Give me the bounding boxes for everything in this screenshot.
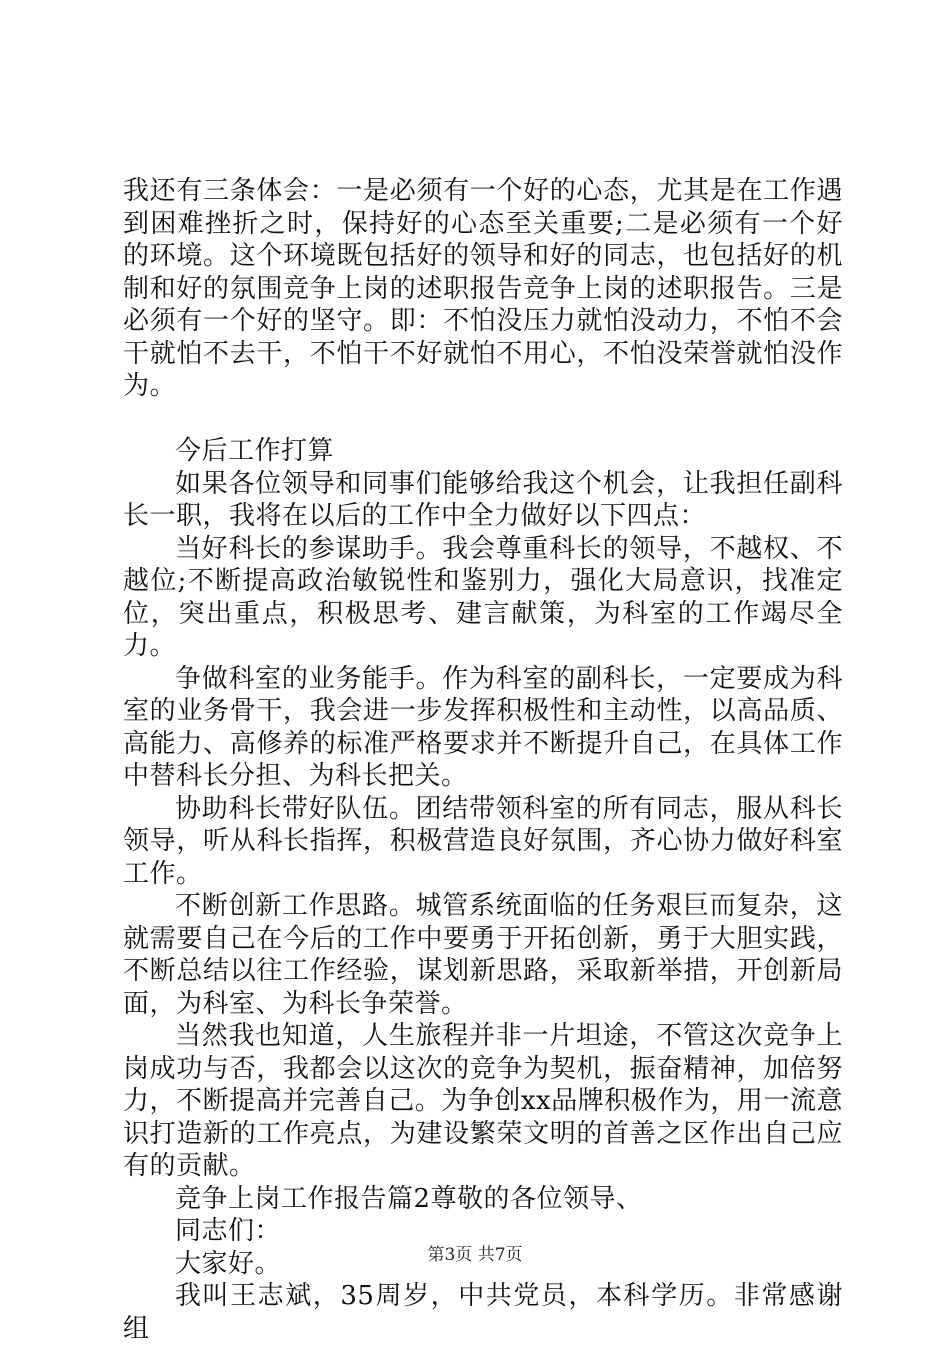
paragraph-report-title: 竞争上岗工作报告篇2尊敬的各位领导、 xyxy=(175,1183,643,1214)
paragraph-point-2: 争做科室的业务能手。作为科室的副科长，一定要成为科室的业务骨干，我会进一步发挥积极性和主动性，以高品质、高能力、高修养的标准严格要求并不断提升自己，在具体工作中替科长分担、为科长把关。 xyxy=(123,663,843,791)
paragraph-closing: 当然我也知道，人生旅程并非一片坦途，不管这次竞争上岗成功与否，我都会以这次的竞争为契机，振奋精神，加倍努力，不断提高并完善自己。为争创xx品牌积极作为，用一流意识打造新的工作亮点，为建设繁荣文明的首善之区作出自己应有的贡献。 xyxy=(123,1021,843,1181)
paragraph-gap xyxy=(123,403,843,436)
paragraph-point-3: 协助科长带好队伍。团结带领科室的所有同志，服从科长领导，听从科长指挥，积极营造良好氛围，齐心协力做好科室工作。 xyxy=(123,793,843,889)
paragraph-salutation: 同志们： xyxy=(175,1216,282,1246)
paragraph-self-intro: 我叫王志斌，35周岁，中共党员，本科学历。非常感谢组 xyxy=(123,1281,843,1344)
body-text xyxy=(123,175,843,1345)
paragraph-point-4: 不断创新工作思路。城管系统面临的任务艰巨而复杂，这就需要自己在今后的工作中要勇于开拓创新，勇于大胆实践，不断总结以往工作经验，谋划新思路，采取新举措，开创新局面，为科室、为科长争荣誉。 xyxy=(123,891,843,1019)
paragraph-greeting: 大家好。 xyxy=(175,1248,282,1279)
page-number-footer: 第3页 共7页 xyxy=(427,1245,523,1265)
paragraph-intro: 如果各位领导和同事们能够给我这个机会，让我担任副科长一职，我将在以后的工作中全力做好以下四点： xyxy=(123,468,843,531)
paragraph-point-1: 当好科长的参谋助手。我会尊重科长的领导，不越权、不越位;不断提高政治敏锐性和鉴别力，强化大局意识，找准定位，突出重点，积极思考、建言献策，为科室的工作竭尽全力。 xyxy=(123,533,843,661)
section-heading-future-plan: 今后工作打算 xyxy=(175,436,335,466)
paragraph-experience: 我还有三条体会：一是必须有一个好的心态，尤其是在工作遇到困难挫折之时，保持好的心态至关重要;二是必须有一个好的环境。这个环境既包括好的领导和好的同志，也包括好的机制和好的氛围竞争上岗的述职报告竞争上岗的述职报告。三是必须有一个好的坚守。即：不怕没压力就怕没动力，不怕不会干就怕不去干，不怕干不好就怕不用心，不怕没荣誉就怕没作为。 xyxy=(123,176,843,401)
